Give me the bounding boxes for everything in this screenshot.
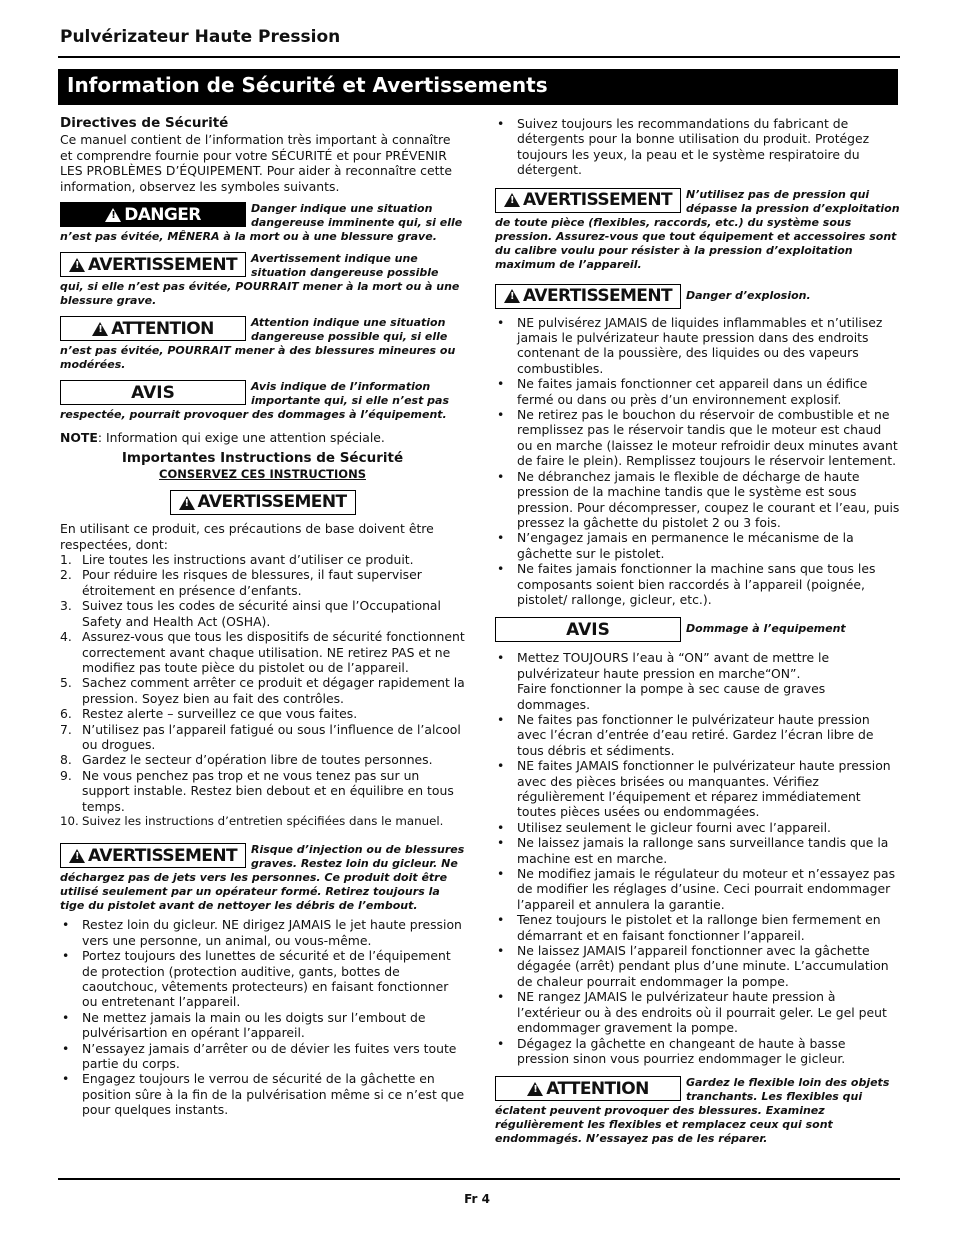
document-header-title: Pulvérizateur Haute Pression xyxy=(60,27,341,47)
warning-triangle-icon xyxy=(179,496,195,510)
warning-triangle-icon xyxy=(504,289,520,303)
avertissement-label: AVERTISSEMENT xyxy=(88,845,237,866)
footer-divider xyxy=(58,1178,900,1180)
avis-definition xyxy=(60,380,465,422)
avertissement-label: AVERTISSEMENT xyxy=(197,492,347,513)
section-banner-title: Information de Sécurité et Avertissements xyxy=(58,69,898,105)
list-item: 6. Restez alerte – surveillez ce que vous faites. xyxy=(60,706,358,722)
list-item: • N’essayez jamais d’arrêter ou de dévier les fuites vers toute partie du corps. xyxy=(60,1041,465,1072)
note-line xyxy=(60,430,465,445)
avis-badge: AVIS xyxy=(495,617,681,642)
list-item: • Ne modifiez jamais le régulateur du moteur et n’essayez pas de modifier les réglages d’usine. Ceci pourrait endommager l’appareil et annulera la garantie. xyxy=(495,866,900,912)
avis-badge: AVIS xyxy=(60,380,246,405)
danger-definition xyxy=(60,202,465,244)
list-item: 7. N’utilisez pas l’appareil fatigué ou sous l’influence de l’alcool ou drogues. xyxy=(60,721,461,752)
danger-label: DANGER xyxy=(124,204,201,225)
hose-attention-text: Gardez le flexible loin des objets tranchants. Les flexibles qui éclatent peuvent provoquer des blessures. Examinez régulièrement les flexibles et remplacez ceux qui sont endommagés. N’essayez pas de les réparer. xyxy=(495,1076,890,1146)
attention-label: ATTENTION xyxy=(111,318,214,339)
list-item: 5. Sachez comment arrêter ce produit et dégager rapidement la pression. Soyez bien au fait des contrôles. xyxy=(60,675,465,706)
list-item: • N’engagez jamais en permanence le mécanisme de la gâchette sur le pistolet. xyxy=(495,530,900,561)
danger-badge xyxy=(60,202,246,227)
pressure-warning xyxy=(495,188,900,272)
list-item: • Engagez toujours le verrou de sécurité de la gâchette en position sûre à la fin de la pulvérisation même si ce n’est que pour quelques instants. xyxy=(60,1071,465,1117)
right-column xyxy=(495,116,900,1150)
avis-definition-text: Avis indique de l’information importante qui, si elle n’est pas respectée, pourrait provoquer des dommages à l’équipement. xyxy=(60,380,450,422)
danger-definition-text: Danger indique une situation dangereuse imminente qui, si elle n’est pas évitée, MÊNERA à la mort ou à une blessure grave. xyxy=(60,202,463,244)
list-item: 10. Suivez les instructions d’entretien spécifiées dans le manuel. xyxy=(60,813,444,828)
precautions-intro: En utilisant ce produit, ces précautions de base doivent être respectées, dont: xyxy=(60,521,434,552)
detergent-bullets xyxy=(495,116,900,178)
header-divider xyxy=(58,56,900,58)
list-item: • NE rangez JAMAIS le pulvérizateur haute pression à l’extérieur ou à des endroits où il pourrait geler. Le gel peut endommager gravement la pompe. xyxy=(495,989,900,1035)
list-item: • Ne faites jamais fonctionner la machine sans que tous les composants soient bien raccordés à l’appareil (poignée, pistolet/ rallonge, gicleur, etc.). xyxy=(495,561,900,607)
important-instructions-heading: Importantes Instructions de Sécurité xyxy=(121,450,404,467)
explosion-bullets xyxy=(495,315,900,608)
avertissement-badge xyxy=(495,284,681,309)
attention-label: ATTENTION xyxy=(546,1078,649,1099)
warning-triangle-icon xyxy=(504,193,520,207)
list-item: • Tenez toujours le pistolet et la rallonge bien fermement en démarrant et en faisant fonctionner l’appareil. xyxy=(495,912,900,943)
list-item: • NE pulvisérez JAMAIS de liquides inflammables et n’utilisez jamais le pulvérizateur haute pression dans des endroits contenant de la poussière, des liquides ou des vapeurs combustibles. xyxy=(495,315,900,377)
list-item: 3. Suivez tous les codes de sécurité ainsi que l’Occupational Safety and Health Act (OSHA). xyxy=(60,598,441,629)
pressure-warning-text: N’utilisez pas de pression qui dépasse la pression d’exploitation de toute pièce (flexibles, raccords, etc.) du système sous pression. Assurez-vous que tout équipement et accessoires sont du calibre voulu pour résister à la pression d’exploitation maximum de l’appareil. xyxy=(495,187,900,271)
list-item: • Ne mettez jamais la main ou les doigts sur l’embout de pulvérisartion en opérant l’appareil. xyxy=(60,1010,465,1041)
note-text: : Information qui exige une attention spéciale. xyxy=(97,430,385,446)
list-item: • Portez toujours des lunettes de sécurité et de l’équipement de protection (protection auditive, gants, bottes de caoutchouc, vêtements protecteurs) en faisant fonctionner ou entretenant l’appareil. xyxy=(60,948,465,1010)
avis-bullets xyxy=(495,650,900,1066)
injection-bullets xyxy=(60,917,465,1117)
hose-attention xyxy=(495,1076,900,1146)
list-item: 2. Pour réduire les risques de blessures, il faut superviser étroitement en présence d’enfants. xyxy=(60,567,422,598)
conserve-instructions: CONSERVEZ CES INSTRUCTIONS xyxy=(159,466,366,481)
directives-heading: Directives de Sécurité xyxy=(60,115,229,131)
page-number: Fr 4 xyxy=(464,1192,490,1206)
list-item: • Suivez toujours les recommandations du fabricant de détergents pour la bonne utilisation du produit. Protégez toujours les yeux, la peau et le système respiratoire du détergent. xyxy=(495,116,900,178)
avertissement-badge xyxy=(60,252,246,277)
list-item: • Dégagez la gâchette en changeant de haute à basse pression sinon vous pourriez endommager le gicleur. xyxy=(495,1036,900,1067)
warning-triangle-icon xyxy=(92,322,108,336)
warning-triangle-icon xyxy=(527,1082,543,1096)
warning-triangle-icon xyxy=(69,258,85,272)
list-item: • Mettez TOUJOURS l’eau à “ON” avant de mettre le pulvérizateur haute pression en marche“ON”. Faire fonctionner la pompe à sec cause de graves dommages. xyxy=(495,650,900,712)
attention-badge xyxy=(60,316,246,341)
attention-definition xyxy=(60,316,465,372)
avertissement-label: AVERTISSEMENT xyxy=(523,190,672,211)
explosion-warning-text: Danger d’explosion. xyxy=(686,288,811,302)
note-label: NOTE xyxy=(60,430,98,446)
list-item: • NE faites JAMAIS fonctionner le pulvérizateur haute pression avec des pièces brisées ou manquantes. Vérifiez régulièrement l’équipement et réparez immédiatement toutes pièces usées ou endommagées. xyxy=(495,758,900,820)
avertissement-definition xyxy=(60,252,465,308)
list-item: 9. Ne vous penchez pas trop et ne vous tenez pas sur un support instable. Restez bien debout et en équilibre en tous temps. xyxy=(60,767,454,814)
list-item: • Ne faites jamais fonctionner cet appareil dans un édifice fermé ou dans ou près d’un environnement explosif. xyxy=(495,376,900,407)
warning-triangle-icon xyxy=(105,208,121,222)
avis-notice-text: Dommage à l’equipement xyxy=(686,622,846,636)
warning-triangle-icon xyxy=(69,849,85,863)
avertissement-badge xyxy=(495,188,681,213)
avertissement-label: AVERTISSEMENT xyxy=(88,254,237,275)
avertissement-badge xyxy=(60,843,246,868)
list-item: 4. Assurez-vous que tous les dispositifs de sécurité fonctionnent correctement avant chaque utilisation. NE retirez PAS et ne modifiez pas toute pièce du pistolet ou de l’appareil. xyxy=(60,629,465,675)
attention-badge xyxy=(495,1076,681,1101)
avertissement-label: AVERTISSEMENT xyxy=(523,286,672,307)
list-item: 8. Gardez le secteur d’opération libre de toutes personnes. xyxy=(60,752,433,768)
list-item: • Restez loin du gicleur. NE dirigez JAMAIS le jet haute pression vers une personne, un animal, ou vous-même. xyxy=(60,917,465,948)
precautions-list xyxy=(60,552,465,829)
list-item: • Ne faites pas fonctionner le pulvérizateur haute pression avec l’écran d’entrée d’eau retiré. Gardez l’écran libre de tous débris et sédiments. xyxy=(495,712,900,758)
left-column xyxy=(60,116,465,1118)
list-item: 1. Lire toutes les instructions avant d’utiliser ce produit. xyxy=(60,552,414,568)
avertissement-definition-text: Avertissement indique une situation dangereuse possible qui, si elle n’est pas évitée, POURRAIT mener à la mort ou à une blessure grave. xyxy=(60,252,460,308)
attention-definition-text: Attention indique une situation dangereuse possible qui, si elle n’est pas évitée, POURRAIT mener à des blessures mineures ou modérées. xyxy=(60,316,456,372)
avertissement-badge-centered xyxy=(170,490,356,515)
list-item: • Ne retirez pas le bouchon du réservoir de combustible et ne remplissez pas le réservoir tandis que le moteur est chaud ou en marche (laissez le moteur refroidir deux minutes avant de faire le plein). Remplissez toujours le réservoir lentement. xyxy=(495,407,900,469)
list-item: • Utilisez seulement le gicleur fourni avec l’appareil. xyxy=(495,820,900,835)
injection-warning xyxy=(60,843,465,913)
list-item: • Ne laissez JAMAIS l’appareil fonctionner avec la gâchette dégagée (arrêt) pendant plus d’une minute. L’accumulation de chaleur pourrait endommager la pompe. xyxy=(495,943,900,989)
list-item: • Ne laissez jamais la rallonge sans surveillance tandis que la machine est en marche. xyxy=(495,835,900,866)
directives-text: Ce manuel contient de l’information très important à connaître et comprendre fournie pour votre SÉCURITÉ et pour PRÉVENIR LES PROBLÈMES D’ÉQUIPEMENT. Pour aider à reconnaître cette information, observez les symboles suivants. xyxy=(60,132,452,194)
explosion-warning xyxy=(495,284,900,309)
list-item: • Ne débranchez jamais le flexible de décharge de haute pression de la machine tandis que le système est sous pression. Pour décompresser, coupez le courant et l’eau, puis pressez la gâchette du pistolet 2 ou 3 fois. xyxy=(495,469,900,531)
avis-notice xyxy=(495,617,900,642)
injection-warning-text: Risque d’injection ou de blessures graves. Restez loin du gicleur. Ne déchargez pas de jets vers les personnes. Ce produit doit être utilisé seulement par un opérateur formé. Retirez toujours la tige du pistolet avant de nettoyer les débris de l’embout. xyxy=(60,843,465,913)
